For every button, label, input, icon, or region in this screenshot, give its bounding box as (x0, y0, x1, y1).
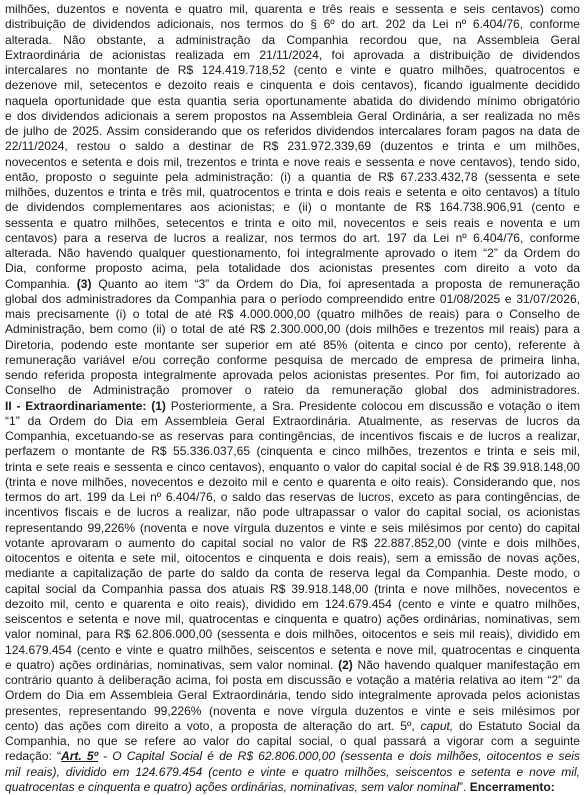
text-run: Não havendo qualquer manifestação em (352, 657, 580, 672)
text-line (5, 322, 580, 337)
text-line (5, 521, 580, 536)
text-line (5, 429, 580, 444)
text-line (5, 627, 580, 642)
text-run: ”. (459, 779, 470, 794)
text-run: Companhia, no que se refere ao valor do capital social, o qual passará a vigorar com a seguinte (5, 734, 580, 748)
text-line (5, 216, 580, 231)
text-run: naquela oportunidade que esta quantia seria oportunamente abatida do dividendo mínimo obrigatório (5, 93, 580, 108)
text-run: Dia, conforme proposto acima, pela totalidade dos acionistas presentes com direito a voto da (5, 261, 580, 276)
text-line (5, 749, 580, 764)
text-run: contrário quanto à deliberação acima, foi posta em discussão e votação a matéria relativa ao item “2” da (5, 673, 580, 687)
text-run: - O Capital Social é de R$ 62.806.000,00 (sessenta e dois milhões, oitocentos e seis (97, 749, 580, 764)
text-line (5, 704, 580, 719)
text-line (5, 94, 580, 109)
text-run: de julho de 2025. Assim considerando que os referidos dividendos intercalares foram pagos na data de (5, 124, 580, 138)
text-line (5, 109, 580, 124)
text-run: cento) das ações com direito a voto, a proposta de alteração do art. 5º, (5, 718, 421, 733)
text-run: Quanto ao item “3” da Ordem do Dia, foi apresentada a proposta de remuneração (91, 276, 580, 291)
text-run: novecentos e setenta e dois mil, trezentos e trinta e nove reais e sessenta e nove centavos), tendo sido, (5, 154, 580, 169)
text-line (5, 643, 580, 658)
text-run: centavos) para a reserva de lucros a realizar, nos termos do art. 197 da Lei nº 6.404/76, conforme (5, 230, 580, 245)
text-line (5, 17, 580, 32)
text-run: Companhia, excetuando-se as reservas para contingências, de incentivos fiscais e de lucros a realizar, (5, 429, 580, 443)
text-run: (trinta e nove milhões, novecentos e dezoito mil e cento e quarenta e oito reais). Considerando que, nos (5, 474, 580, 489)
text-run: Ordem do Dia em Assembleia Geral Extraordinária, tendo sido integralmente aprovada pelos acionistas (5, 688, 580, 703)
text-line (5, 597, 580, 612)
text-run: Administração, bem como (ii) o total de até R$ 2.300.000,00 (dois milhões e trezentos mil reais) para a (5, 322, 580, 337)
text-line (5, 414, 580, 429)
text-run: 22/11/2024, restou o saldo a destinar de R$ 231.972.339,69 (duzentos e trinta e um milhões, (5, 139, 580, 154)
text-run: e dos dividendos adicionais a serem propostos na Assembleia Geral Ordinária, a ser realizada no mês (5, 108, 580, 123)
text-run: então, proposto o seguinte pela administração: (i) a quantia de R$ 67.233.432,78 (sessenta e sete (5, 169, 580, 184)
text-run: Diretoria, podendo este montante ser superior em até 85% (oitenta e cinco por cento), referente à (5, 337, 580, 352)
text-line (5, 536, 580, 551)
text-run: termos do art. 199 da Lei nº 6.404/76, o saldo das reservas de lucros, exceto as para contingências, de (5, 490, 580, 504)
text-line (5, 460, 580, 475)
text-run: distribuição de dividendos adicionais, nos termos do § 6º do art. 202 da Lei nº 6.404/76, conforme (5, 17, 580, 32)
text-line (5, 490, 580, 505)
text-line (5, 475, 580, 490)
text-line (5, 338, 580, 353)
text-line (5, 566, 580, 581)
text-run: perfazem o montante de R$ 55.336.037,65 (cinquenta e cinco milhões, trezentos e trinta e seis mil, (5, 444, 580, 459)
text-line (5, 368, 580, 383)
text-run: Art. 5º (61, 749, 98, 764)
text-run: caput, (420, 718, 454, 733)
text-run: global dos administradores da Companhia para o período compreendido entre 01/08/2025 e 31/07/2026, (5, 291, 580, 306)
text-run: (2) (338, 657, 353, 672)
text-run: quatrocentas e cinquenta e quatro) ações ordinárias, nominativas, sem valor nominal (5, 779, 460, 794)
text-line (5, 688, 580, 703)
text-line (5, 399, 580, 414)
text-run: milhões, duzentos e trinta e três mil, quatrocentos e trinta e dois reais e setenta e oito centavos) a título (5, 185, 580, 199)
text-line (5, 139, 580, 154)
text-run: Companhia. (5, 276, 77, 291)
text-run: “1” da Ordem do Dia em Assembleia Geral Extraordinária. Atualmente, as reservas de lucros da (5, 413, 580, 428)
text-run: oitocentos e oitenta e sete mil, oitocentos e cinquenta e dois reais), sem a emissão de novas ações, (5, 551, 580, 565)
text-run: de dividendos complementares aos acionistas; e (ii) o montante de R$ 164.738.906,91 (cento e (5, 200, 580, 215)
text-run: trinta e sete reais e sessenta e cinco centavos), enquanto o valor do capital social é de R$ 39.918.148,00 (5, 459, 580, 474)
text-run: alterada. Não havendo qualquer questionamento, foi integralmente aprovado o item “2” da Ordem do (5, 246, 580, 260)
text-line (5, 551, 580, 566)
text-line (5, 444, 580, 459)
text-run: presentes, representando 99,226% (noventa e nove vírgula duzentos e vinte e seis milésimos por (5, 703, 580, 718)
text-line (5, 719, 580, 734)
text-run: II - Extraordinariamente: (1) (5, 398, 166, 413)
text-line (5, 582, 580, 597)
text-line (5, 261, 580, 276)
text-run: capital social da Companhia passa dos atuais R$ 39.918.148,00 (trinta e nove milhões, novecentos e (5, 581, 580, 596)
text-run: alterada. Não obstante, a administração da Companhia recordou que, na Assembleia Geral (5, 32, 580, 47)
text-line (5, 231, 580, 246)
text-run: Conselho de Administração promover o rateio da remuneração global dos administradores. (5, 383, 580, 398)
text-run: Posteriormente, a Sra. Presidente colocou em discussão e votação o item (165, 398, 580, 413)
text-run: sessenta e quatro milhões, setecentos e trinta e oito mil, novecentos e seis reais e noventa e um (5, 215, 580, 230)
text-line (5, 658, 580, 673)
text-run: 124.679.454 (cento e vinte e quatro milhões, seiscentos e setenta e nove mil, quatrocentas e cinquenta (5, 642, 580, 657)
text-line (5, 185, 580, 200)
text-run: dezoito mil, cento e quarenta e oito reais), dividido em 124.679.454 (cento e vinte e quatro milhões, (5, 596, 580, 611)
text-line (5, 170, 580, 185)
text-line (5, 2, 580, 17)
text-run: mil reais), dividido em 124.679.454 (cento e vinte e quatro milhões, seiscentos e setenta e nove mil, (5, 764, 580, 779)
text-run: mais precisamente (i) o total de até R$ 4.000.000,00 (quatro milhões de reais) para o Conselho de (5, 307, 580, 321)
text-run: representando 99,226% (noventa e nove vírgula duzentos e vinte e seis milésimos por cento) do capital (5, 520, 580, 535)
text-line (5, 780, 580, 795)
text-line (5, 353, 580, 368)
text-line (5, 383, 580, 398)
text-line (5, 48, 580, 63)
text-line (5, 765, 580, 780)
text-run: incentivos fiscais e de lucros a realizar, não pode ultrapassar o valor do capital social, os acionistas (5, 505, 580, 520)
text-line (5, 200, 580, 215)
text-line (5, 33, 580, 48)
text-run: remuneração variável e/ou correção conforme pesquisa de mercado de empresa de primeira linha, (5, 352, 580, 367)
text-run: redação: “ (5, 749, 62, 764)
text-run: e quatro) ações ordinárias, nominativas, sem valor nominal. (5, 657, 339, 672)
text-run: do Estatuto Social da (453, 718, 580, 733)
text-line (5, 277, 580, 292)
text-line (5, 612, 580, 627)
text-run: Encerramento: (469, 779, 555, 794)
text-line (5, 734, 580, 749)
text-run: intercalares no montante de R$ 124.419.718,52 (cento e vinte e quatro milhões, quatrocentos e (5, 63, 580, 77)
text-run: seiscentos e setenta e nove mil, quatrocentas e cinquenta e quatro) ações ordinárias, nominativas, sem (5, 612, 580, 626)
text-run: dezenove mil, setecentos e dezoito reais e cinquenta e dois centavos), ficando igualmente decidido (5, 78, 580, 93)
text-run: sendo referida proposta integralmente aprovada pelos acionistas presentes. Por fim, foi autorizado ao (5, 368, 580, 382)
text-run: (3) (76, 276, 92, 291)
text-line (5, 63, 580, 78)
text-line (5, 78, 580, 93)
text-run: mediante a capitalização de parte do saldo da conta de reserva legal da Companhia. Deste modo, o (5, 566, 580, 581)
text-line (5, 307, 580, 322)
text-line (5, 124, 580, 139)
text-line (5, 246, 580, 261)
text-line (5, 505, 580, 520)
text-run: Extraordinária de acionistas realizada em 21/11/2024, foi aprovada a distribuição de dividendos (5, 47, 580, 62)
text-run: valor nominal, para R$ 62.806.000,00 (sessenta e dois milhões, oitocentos e seis mil reais), dividido em (5, 627, 580, 642)
text-run: milhões, duzentos e noventa e quatro mil, quarenta e três reais e sessenta e seis centavos) como (5, 2, 580, 16)
text-line (5, 155, 580, 170)
text-line (5, 673, 580, 688)
text-line (5, 292, 580, 307)
text-run: votante aprovaram o aumento do capital social no valor de R$ 22.887.852,00 (vinte e dois milhões, (5, 535, 580, 550)
